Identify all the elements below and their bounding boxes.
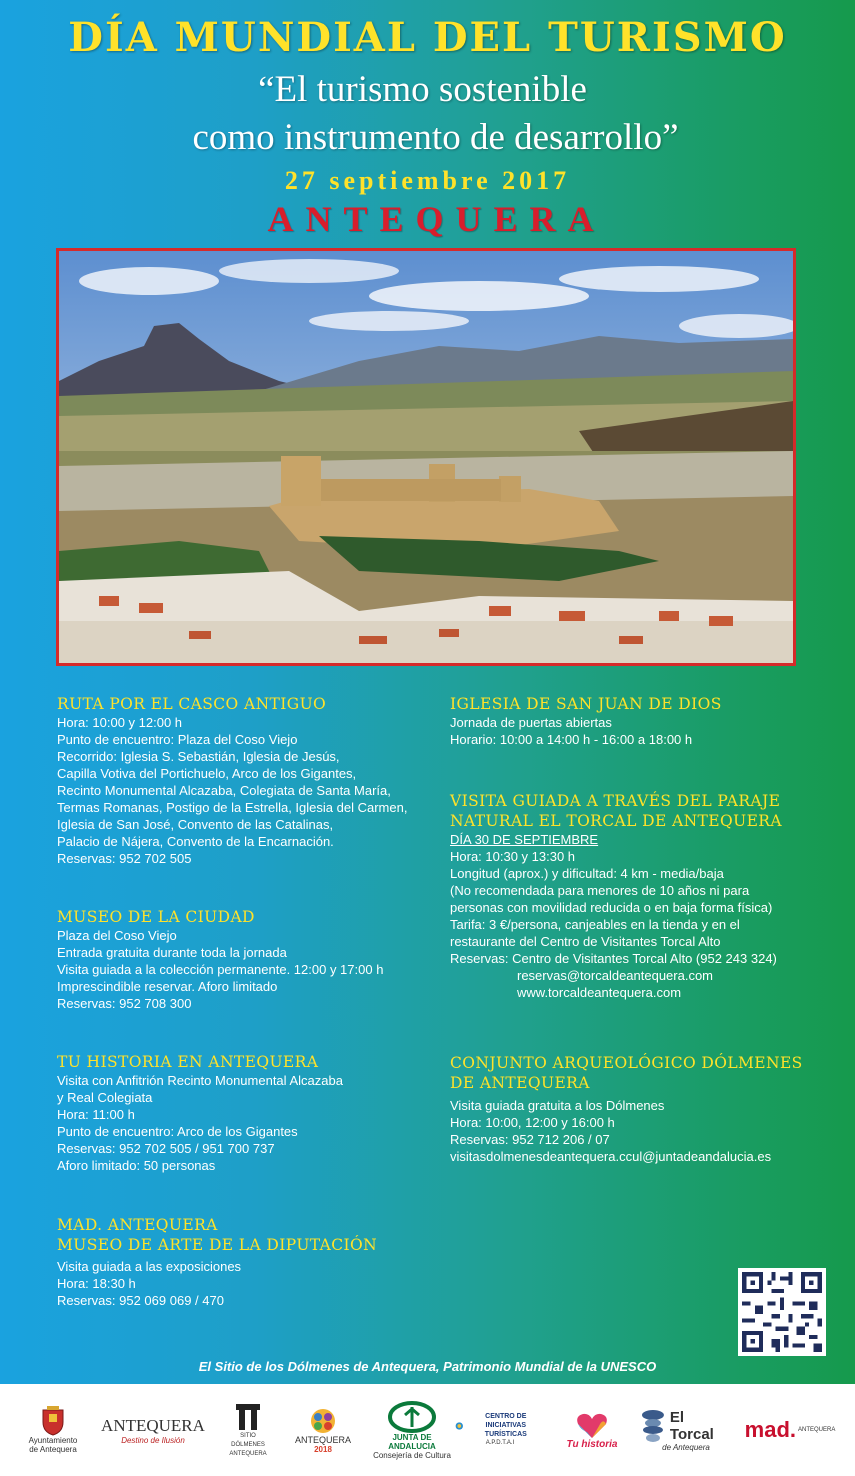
section-heading: VISITA GUIADA A TRAVÉS DEL PARAJE — [450, 792, 781, 810]
junta-emblem-icon — [387, 1401, 437, 1433]
poster-title: DÍA MUNDIAL DEL TURISMO — [68, 14, 787, 61]
section-line: Punto de encuentro: Arco de los Gigantes — [57, 1124, 298, 1139]
section-line: Entrada gratuita durante toda la jornada — [57, 945, 287, 960]
logo-label: Tu historia — [566, 1438, 618, 1450]
section-line: Reservas: 952 708 300 — [57, 996, 192, 1011]
section-date-underlined: DÍA 30 DE SEPTIEMBRE — [450, 832, 599, 847]
section-line: (No recomendada para menores de 10 años ni para — [450, 883, 750, 898]
centro-logo-group — [455, 1412, 545, 1439]
unesco-footer-text: El Sitio de los Dólmenes de Antequera, Patrimonio Mundial de la UNESCO — [198, 1359, 657, 1374]
subtitle-line-2: como instrumento de desarrollo” — [192, 117, 679, 158]
section-line: Hora: 10:00, 12:00 y 16:00 h — [450, 1115, 615, 1130]
logo-mad — [744, 1384, 836, 1476]
section-line: Hora: 11:00 h — [57, 1107, 135, 1122]
section-line: Hora: 18:30 h — [57, 1276, 136, 1291]
logo-sublabel: Destino de Ilusión — [121, 1435, 185, 1445]
logo-centro-iniciativas — [455, 1384, 545, 1476]
subtitle-line-1: “El turismo sostenible — [258, 69, 587, 110]
qr-code — [738, 1268, 826, 1356]
logo-label: SITIO DÓLMENES ANTEQUERA — [229, 1432, 267, 1457]
section-heading-2: NATURAL EL TORCAL DE ANTEQUERA — [450, 812, 782, 830]
logo-label: ANTEQUERA — [101, 1415, 205, 1435]
section-line: personas con movilidad reducida o en baja forma física) — [450, 900, 773, 915]
section-line: Visita con Anfitrión Recinto Monumental Alcazaba — [57, 1073, 343, 1088]
section-line: Horario: 10:00 a 14:00 h - 16:00 a 18:00 h — [450, 732, 693, 747]
section-line: y Real Colegiata — [57, 1090, 153, 1105]
section-line: Recorrido: Iglesia S. Sebastián, Iglesia de Jesús, — [57, 749, 340, 764]
section-line: Recinto Monumental Alcazaba, Colegiata de Santa María, — [57, 783, 391, 798]
logo-el-torcal — [640, 1384, 732, 1476]
globe-icon — [455, 1419, 464, 1433]
logo-sublabel: de Antequera — [662, 1442, 710, 1452]
logo-antequera — [93, 1384, 213, 1476]
section-line: Visita guiada a la colección permanente. 12:00 y 17:00 h — [57, 962, 384, 977]
section-line: Imprescindible reservar. Aforo limitado — [57, 979, 278, 994]
logo-dolmenes — [226, 1384, 270, 1476]
event-date: 27 septiembre 2017 — [284, 166, 571, 195]
dolmen-icon — [234, 1402, 262, 1432]
section-line: Tarifa: 3 €/persona, canjeables en la tienda y en el — [450, 917, 740, 932]
section-line: Reservas: 952 702 505 — [57, 851, 192, 866]
logo-sublabel: A.P.D.T.A.I — [485, 1440, 515, 1446]
section-line: Reservas: 952 712 206 / 07 — [450, 1132, 610, 1147]
section-line: restaurante del Centro de Visitantes Torcal Alto — [450, 934, 721, 949]
section-line: Longitud (aprox.) y dificultad: 4 km - media/baja — [450, 866, 724, 881]
section-line: Plaza del Coso Viejo — [57, 928, 177, 943]
section-line: Aforo limitado: 50 personas — [57, 1158, 216, 1173]
logo-year: 2018 — [314, 1445, 332, 1454]
section-san-juan-de-dios — [450, 694, 722, 748]
section-line: Hora: 10:30 y 13:30 h — [450, 849, 576, 864]
mosaic-icon — [306, 1406, 340, 1436]
section-line: Jornada de puertas abiertas — [450, 715, 612, 730]
torcal-email: reservas@torcaldeantequera.com — [517, 968, 714, 983]
section-heading-2: MUSEO DE ARTE DE LA DIPUTACIÓN — [57, 1236, 378, 1254]
heart-icon — [575, 1412, 609, 1440]
section-mad-antequera — [57, 1215, 377, 1309]
section-line: Reservas: Centro de Visitantes Torcal Alto (952 243 324) — [450, 951, 777, 966]
section-line: Reservas: 952 069 069 / 470 — [57, 1293, 224, 1308]
logo-label: CENTRO DE INICIATIVAS TURÍSTICAS — [484, 1413, 527, 1438]
logo-junta-andalucia — [372, 1384, 452, 1476]
sponsor-logo-bar — [0, 1384, 855, 1476]
city-name: ANTEQUERA — [267, 199, 606, 239]
section-heading-2: DE ANTEQUERA — [450, 1074, 590, 1092]
rock-formation-icon — [640, 1409, 666, 1443]
section-line: Palacio de Nájera, Convento de la Encarnación. — [57, 834, 334, 849]
section-line: Termas Romanas, Postigo de la Estrella, Iglesia del Carmen, — [57, 800, 408, 815]
coat-of-arms-icon — [41, 1406, 65, 1436]
section-line: Punto de encuentro: Plaza del Coso Viejo — [57, 732, 298, 747]
section-line: Visita guiada a las exposiciones — [57, 1259, 242, 1274]
section-line: Reservas: 952 702 505 / 951 700 737 — [57, 1141, 275, 1156]
section-heading: RUTA POR EL CASCO ANTIGUO — [57, 695, 327, 713]
logo-label: El Torcal — [669, 1408, 714, 1443]
torcal-logo-group — [640, 1409, 732, 1443]
logo-sublabel: Consejería de Cultura — [373, 1450, 451, 1460]
antequera-landscape-photo — [56, 248, 796, 666]
section-heading: MAD. ANTEQUERA — [57, 1216, 218, 1234]
landscape-illustration — [59, 251, 793, 663]
section-heading: CONJUNTO ARQUEOLÓGICO DÓLMENES — [450, 1054, 803, 1072]
section-museo-ciudad — [57, 907, 383, 1012]
section-heading: IGLESIA DE SAN JUAN DE DIOS — [450, 695, 722, 713]
logo-label: JUNTA DE ANDALUCIA — [388, 1432, 436, 1451]
logo-antequera-2018 — [288, 1384, 358, 1476]
section-line: Capilla Votiva del Portichuelo, Arco de los Gigantes, — [57, 766, 357, 781]
section-ruta-casco-antiguo — [57, 694, 407, 867]
section-tu-historia — [57, 1052, 343, 1174]
logo-sublabel: ANTEQUERA — [798, 1426, 836, 1433]
qr-code-graphic — [738, 1268, 826, 1356]
section-torcal — [450, 791, 782, 1001]
logo-ayuntamiento — [28, 1384, 78, 1476]
section-line: Visita guiada gratuita a los Dólmenes — [450, 1098, 665, 1113]
section-dolmenes — [450, 1053, 803, 1165]
section-line: visitasdolmenesdeantequera.ccul@juntadeandalucia.es — [450, 1149, 772, 1164]
logo-tu-historia — [562, 1384, 622, 1476]
logo-label: Ayuntamiento de Antequera — [28, 1436, 78, 1454]
logo-label: mad. — [744, 1417, 796, 1442]
section-heading: TU HISTORIA EN ANTEQUERA — [57, 1053, 319, 1071]
section-line: Hora: 10:00 y 12:00 h — [57, 715, 183, 730]
section-line: Iglesia de San José, Convento de las Catalinas, — [57, 817, 334, 832]
logo-label: ANTEQUERA — [294, 1435, 351, 1445]
section-heading: MUSEO DE LA CIUDAD — [57, 908, 255, 926]
torcal-website: www.torcaldeantequera.com — [517, 985, 682, 1000]
